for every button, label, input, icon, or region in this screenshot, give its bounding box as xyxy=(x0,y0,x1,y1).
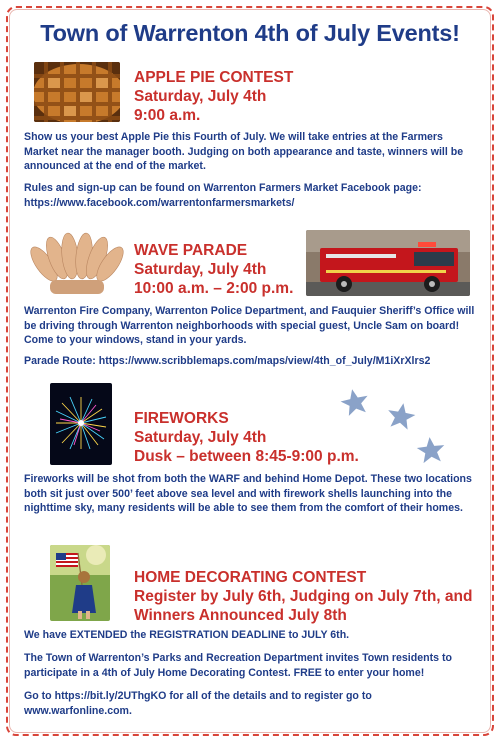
event-time: 9:00 a.m. xyxy=(134,107,201,124)
wave-parade-route: Parade Route: https://www.scribblemaps.com/maps/view/4th_of_July/M1iXrXlrs2 xyxy=(24,355,431,367)
event-name: FIREWORKS xyxy=(134,410,229,427)
flag-girl-photo xyxy=(50,545,110,621)
event-name: WAVE PARADE xyxy=(134,242,248,259)
home-decorating-description: The Town of Warrenton’s Parks and Recreation Department invites Town residents to participate in a 4th of July Home Decorating Contest. FREE to enter your home! xyxy=(24,652,452,679)
star-icon xyxy=(386,402,416,432)
fireworks-description: Fireworks will be shot from both the WARF and behind Home Depot. These two locations both sit just over 500’ feet above sea level and with firework shells launching into the nighttime sky, many residents will be able to see them from the comfort of their homes. xyxy=(24,473,472,515)
event-dates-line: Winners Announced July 8th xyxy=(134,607,347,624)
apple-pie-description: Show us your best Apple Pie this Fourth of July. We will take entries at the Farmers Market near the manager booth. Judging on both appearance and taste, winners will be announced at the end of the market. xyxy=(24,131,464,173)
home-decorating-register: Go to https://bit.ly/2UThgKO for all of the details and to register go to www.warfonline.com. xyxy=(24,690,372,717)
event-date: Saturday, July 4th xyxy=(134,261,267,278)
event-name: APPLE PIE CONTEST xyxy=(134,69,294,86)
wave-parade-description: Warrenton Fire Company, Warrenton Police Department, and Fauquier Sheriff’s Office will be driving through Warrenton neighborhoods with special guest, Uncle Sam on board! Come to your windows, stand in your yards. xyxy=(24,305,475,347)
page-title: Town of Warrenton 4th of July Events! xyxy=(40,20,460,46)
star-icon xyxy=(416,436,446,466)
event-name: HOME DECORATING CONTEST xyxy=(134,569,367,586)
waving-hands-image xyxy=(30,230,124,296)
fireworks-heading xyxy=(134,409,359,466)
home-decorating-deadline: We have EXTENDED the REGISTRATION DEADLINE to JULY 6th. xyxy=(24,629,350,641)
event-dates-line: Register by July 6th, Judging on July 7th, and xyxy=(134,588,473,605)
apple-pie-heading xyxy=(134,68,293,125)
apple-pie-signup: Rules and sign-up can be found on Warrenton Farmers Market Facebook page: https://www.facebook.com/warrentonfarmersmarkets/ xyxy=(24,182,422,209)
fire-truck-photo xyxy=(306,230,470,296)
apple-pie-photo xyxy=(34,62,120,122)
home-decorating-heading xyxy=(134,568,472,625)
event-date: Saturday, July 4th xyxy=(134,88,267,105)
event-time: 10:00 a.m. – 2:00 p.m. xyxy=(134,280,294,297)
star-icon xyxy=(340,388,370,418)
event-date: Saturday, July 4th xyxy=(134,429,267,446)
fireworks-photo xyxy=(50,383,112,465)
wave-parade-heading xyxy=(134,241,293,298)
event-time: Dusk – between 8:45-9:00 p.m. xyxy=(134,448,359,465)
